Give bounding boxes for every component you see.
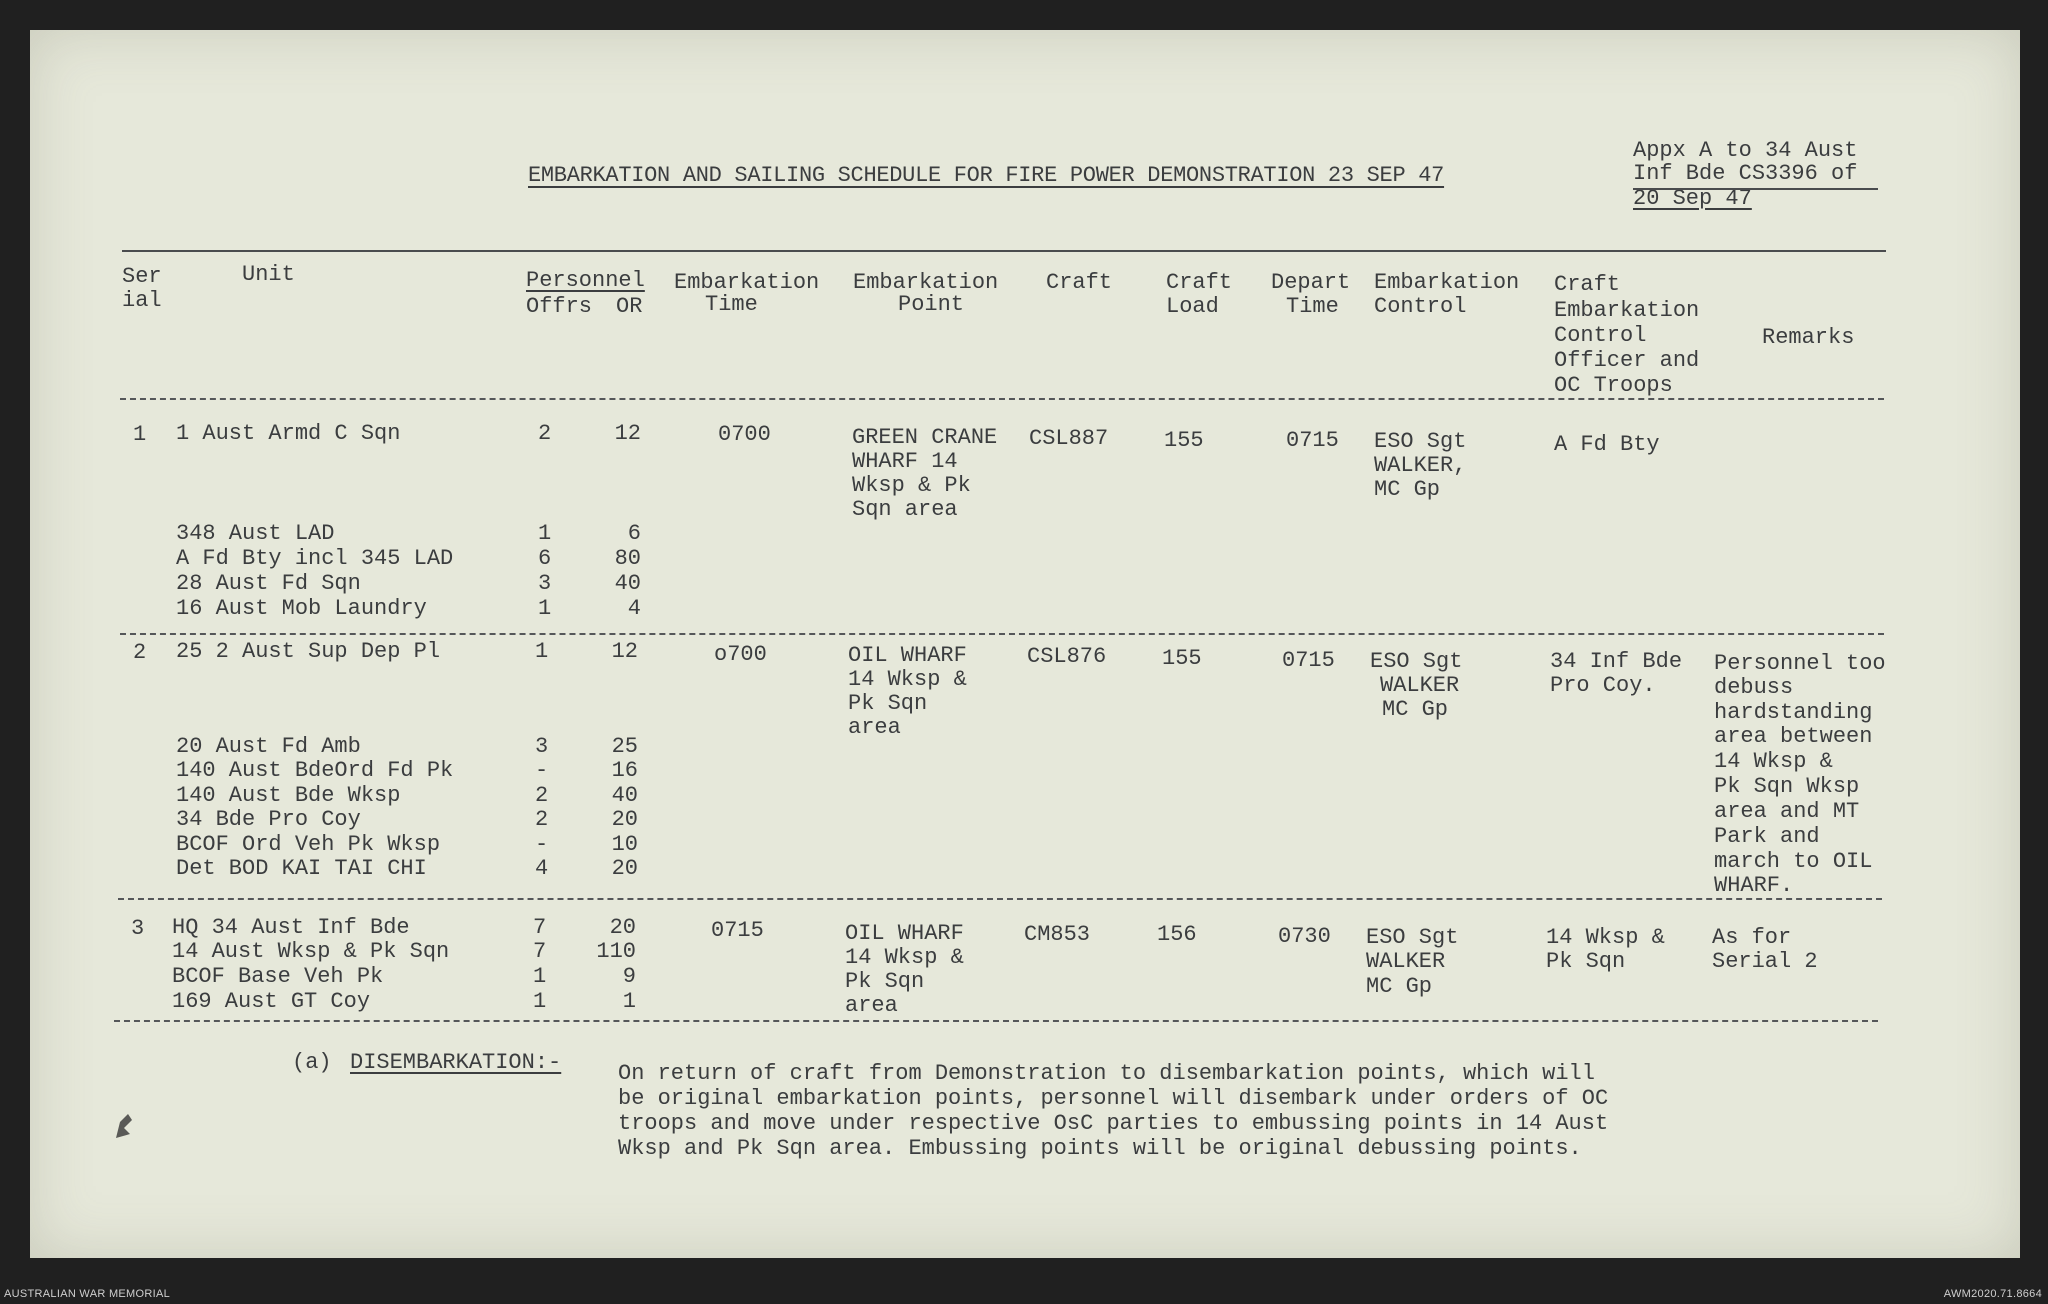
header-emb-time-1: Embarkation (674, 270, 820, 295)
serial-1-craft-officer: A Fd Bty (1554, 432, 1660, 457)
serial-2-offrs-6: - (535, 832, 549, 857)
serial-3-emb-point-2: 14 Wksp & (845, 945, 964, 970)
disembarkation-line-4: Wksp and Pk Sqn area. Embussing points will be original debussing points. (618, 1136, 1582, 1161)
archive-footer-left: AUSTRALIAN WAR MEMORIAL (4, 1288, 171, 1300)
serial-1-offrs-3: 6 (538, 546, 552, 571)
serial-3-emb-point-3: Pk Sqn (845, 969, 925, 994)
serial-3-craft-load: 156 (1157, 922, 1197, 947)
header-serial-1: Ser (122, 264, 162, 289)
serial-1-unit-1: 1 Aust Armd C Sqn (176, 421, 401, 446)
serial-2-unit-5: 34 Bde Pro Coy (176, 807, 361, 832)
header-bottom-rule (120, 398, 1884, 400)
serial-1-emb-control-1: ESO Sgt (1374, 429, 1467, 454)
serial-3-or-3: 9 (622, 964, 636, 989)
serial-2-remarks-5: 14 Wksp & (1714, 749, 1833, 774)
serial-3-emb-point-4: area (845, 993, 898, 1018)
serial-3-or-4: 1 (622, 989, 636, 1014)
serial-2-emb-point-3: Pk Sqn (848, 691, 928, 716)
header-offrs: Offrs (526, 294, 593, 319)
serial-3-emb-control-2: WALKER (1366, 949, 1446, 974)
serial-1-unit-3: A Fd Bty incl 345 LAD (176, 546, 454, 571)
serial-2-remarks-9: march to OIL (1714, 849, 1873, 874)
serial-3-or-1: 20 (609, 915, 636, 940)
header-craft-officer-4: Officer and (1554, 348, 1700, 373)
serial-3-depart-time: 0730 (1278, 924, 1331, 949)
serial-2-unit-2: 20 Aust Fd Amb (176, 734, 361, 759)
header-or: OR (616, 294, 643, 319)
serial-1-unit-4: 28 Aust Fd Sqn (176, 571, 361, 596)
serial-2-unit-6: BCOF Ord Veh Pk Wksp (176, 832, 441, 857)
header-craft-officer-2: Embarkation (1554, 298, 1700, 323)
header-craft-load-2: Load (1166, 294, 1219, 319)
serial-3-emb-control-1: ESO Sgt (1366, 925, 1459, 950)
serial-2-offrs-4: 2 (535, 783, 549, 808)
document-title: EMBARKATION AND SAILING SCHEDULE FOR FIRE POWER DEMONSTRATION 23 SEP 47 (528, 163, 1445, 188)
serial-2-remarks-8: Park and (1714, 824, 1820, 849)
header-top-rule (122, 250, 1886, 252)
serial-3-unit-2: 14 Aust Wksp & Pk Sqn (172, 939, 450, 964)
serial-2-remarks-10: WHARF. (1714, 873, 1794, 898)
serial-2-unit-7: Det BOD KAI TAI CHI (176, 856, 427, 881)
serial-2-emb-control-1: ESO Sgt (1370, 649, 1463, 674)
disembarkation-line-2: be original embarkation points, personnel will disembark under orders of OC (618, 1086, 1609, 1111)
serial-2-craft-officer-2: Pro Coy. (1550, 673, 1656, 698)
serial-1-offrs-5: 1 (538, 596, 552, 621)
serial-2-or-2: 25 (611, 734, 638, 759)
header-emb-point-1: Embarkation (853, 270, 999, 295)
serial-2-unit-1: 25 2 Aust Sup Dep Pl (176, 639, 441, 664)
serial-2-unit-3: 140 Aust BdeOrd Fd Pk (176, 758, 454, 783)
serial-2-remarks-6: Pk Sqn Wksp (1714, 774, 1860, 799)
serial-1-or-1: 12 (614, 421, 641, 446)
header-personnel: Personnel (526, 268, 645, 293)
serial-1-unit-2: 348 Aust LAD (176, 521, 335, 546)
serial-2-remarks-2: debuss (1714, 675, 1794, 700)
serial-2-offrs-3: - (535, 758, 549, 783)
serial-2-or-7: 20 (611, 856, 638, 881)
serial-2-emb-control-2: WALKER (1380, 673, 1460, 698)
serial-3-offrs-1: 7 (533, 915, 547, 940)
serial-2-craft-officer-1: 34 Inf Bde (1550, 649, 1683, 674)
archive-footer-right: AWM2020.71.8664 (1943, 1288, 2042, 1300)
serial-2-or-3: 16 (611, 758, 638, 783)
serial-2-number: 2 (133, 640, 147, 665)
serial-2-or-1: 12 (611, 639, 638, 664)
serial-1-or-5: 4 (627, 596, 641, 621)
serial-3-remarks-1: As for (1712, 925, 1792, 950)
serial-2-depart-time: 0715 (1282, 648, 1335, 673)
appendix-line-1: Appx A to 34 Aust (1633, 138, 1858, 163)
appendix-underline (1633, 188, 1878, 190)
serial-1-emb-point-4: Sqn area (852, 497, 958, 522)
appendix-line-2: Inf Bde CS3396 of (1633, 161, 1858, 186)
serial-3-craft-officer-1: 14 Wksp & (1546, 925, 1665, 950)
serial-2-remarks-4: area between (1714, 724, 1873, 749)
serial-2-emb-point-2: 14 Wksp & (848, 667, 967, 692)
disembarkation-line-3: troops and move under respective OsC parties to embussing points in 14 Aust (618, 1111, 1609, 1136)
serial-3-offrs-3: 1 (533, 964, 547, 989)
serial-1-or-2: 6 (627, 521, 641, 546)
header-craft-load-1: Craft (1166, 270, 1233, 295)
serial-1-or-3: 80 (614, 546, 641, 571)
disembarkation-prefix: (a) (292, 1050, 332, 1075)
serial-1-craft: CSL887 (1029, 426, 1109, 451)
serial-3-emb-control-3: MC Gp (1366, 974, 1433, 999)
serial-2-emb-control-3: MC Gp (1382, 697, 1449, 722)
serial-1-emb-point-1: GREEN CRANE (852, 425, 998, 450)
serial-3-unit-1: HQ 34 Aust Inf Bde (172, 915, 410, 940)
serial-1-bottom-rule (120, 633, 1884, 635)
serial-1-offrs-1: 2 (538, 421, 552, 446)
serial-1-unit-5: 16 Aust Mob Laundry (176, 596, 427, 621)
serial-1-emb-control-2: WALKER, (1374, 453, 1467, 478)
header-depart-time-1: Depart (1271, 270, 1351, 295)
header-craft-officer-1: Craft (1554, 272, 1621, 297)
serial-2-offrs-1: 1 (535, 639, 549, 664)
serial-1-offrs-2: 1 (538, 521, 552, 546)
serial-3-craft-officer-2: Pk Sqn (1546, 949, 1626, 974)
serial-2-emb-point-1: OIL WHARF (848, 643, 967, 668)
header-remarks: Remarks (1762, 325, 1855, 350)
header-emb-control-1: Embarkation (1374, 270, 1520, 295)
serial-2-unit-4: 140 Aust Bde Wksp (176, 783, 401, 808)
header-depart-time-2: Time (1286, 294, 1339, 319)
serial-3-bottom-rule (114, 1020, 1878, 1022)
serial-3-or-2: 110 (596, 939, 636, 964)
serial-3-emb-time: 0715 (711, 918, 764, 943)
serial-2-offrs-5: 2 (535, 807, 549, 832)
serial-2-offrs-2: 3 (535, 734, 549, 759)
serial-3-number: 3 (131, 916, 145, 941)
serial-2-bottom-rule (118, 898, 1882, 900)
punch-hole-mark (110, 1108, 140, 1142)
disembarkation-line-1: On return of craft from Demonstration to disembarkation points, which will (618, 1061, 1595, 1086)
serial-1-number: 1 (133, 422, 147, 447)
serial-2-or-6: 10 (611, 832, 638, 857)
appendix-line-3: 20 Sep 47 (1633, 186, 1752, 211)
serial-3-offrs-2: 7 (533, 939, 547, 964)
header-craft-officer-5: OC Troops (1554, 373, 1673, 398)
serial-1-craft-load: 155 (1164, 428, 1204, 453)
serial-2-offrs-7: 4 (535, 856, 549, 881)
header-emb-point-2: Point (898, 292, 965, 317)
serial-1-emb-point-2: WHARF 14 (852, 449, 958, 474)
serial-2-craft-load: 155 (1162, 646, 1202, 671)
serial-2-remarks-7: area and MT (1714, 799, 1860, 824)
serial-1-emb-time: 0700 (718, 422, 771, 447)
header-unit: Unit (242, 262, 295, 287)
serial-2-or-4: 40 (611, 783, 638, 808)
serial-3-craft: CM853 (1024, 922, 1091, 947)
serial-2-remarks-3: hardstanding (1714, 700, 1873, 725)
serial-1-emb-point-3: Wksp & Pk (852, 473, 971, 498)
header-craft: Craft (1046, 270, 1113, 295)
serial-1-offrs-4: 3 (538, 571, 552, 596)
disembarkation-label: DISEMBARKATION:- (350, 1050, 562, 1075)
serial-2-emb-point-4: area (848, 715, 901, 740)
serial-1-or-4: 40 (614, 571, 641, 596)
header-emb-time-2: Time (705, 292, 758, 317)
serial-3-unit-4: 169 Aust GT Coy (172, 989, 371, 1014)
serial-1-emb-control-3: MC Gp (1374, 477, 1441, 502)
serial-3-remarks-2: Serial 2 (1712, 949, 1818, 974)
serial-2-remarks-1: Personnel too (1714, 651, 1886, 676)
header-serial-2: ial (122, 288, 162, 313)
serial-2-or-5: 20 (611, 807, 638, 832)
serial-3-emb-point-1: OIL WHARF (845, 921, 964, 946)
serial-3-unit-3: BCOF Base Veh Pk (172, 964, 384, 989)
header-craft-officer-3: Control (1554, 323, 1647, 348)
serial-1-depart-time: 0715 (1286, 428, 1339, 453)
header-emb-control-2: Control (1374, 294, 1467, 319)
serial-2-emb-time: o700 (714, 642, 767, 667)
serial-2-craft: CSL876 (1027, 644, 1107, 669)
serial-3-offrs-4: 1 (533, 989, 547, 1014)
